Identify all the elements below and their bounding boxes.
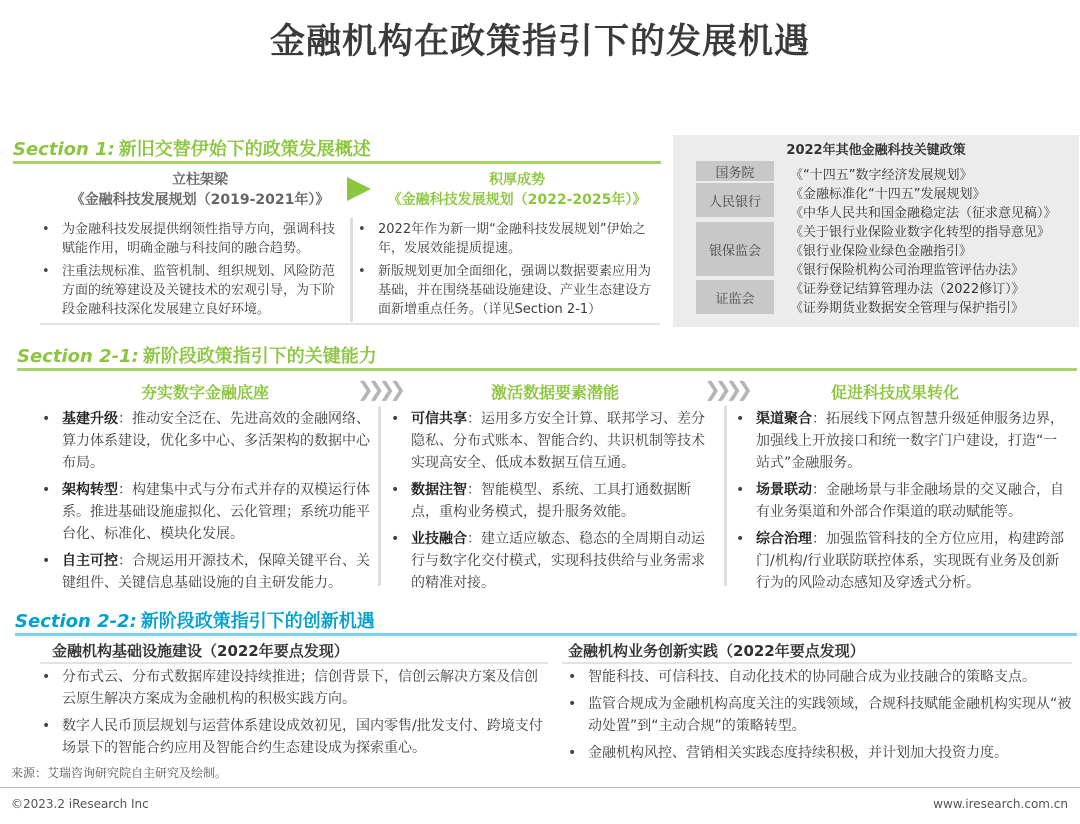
- agency-label: 国务院: [696, 161, 774, 181]
- s21-col-2-bullets: [389, 408, 717, 599]
- policy-item: 《“十四五”数字经济发展规划》: [790, 168, 973, 183]
- section-2-2-heading: [15, 607, 375, 633]
- s1-left-title-1: 立柱架梁: [172, 172, 228, 188]
- section-2-1-title: 新阶段政策指引下的关键能力: [142, 346, 377, 367]
- chevrons-right-icon: ❯❯❯❯: [704, 377, 748, 401]
- item-text: ：拓展线下网点智慧升级延伸服务边界，加强线上开放接口和统一数字门户建设，打造“一站式”金融服务。: [756, 411, 1064, 471]
- item-key: 基建升级: [62, 411, 118, 427]
- agency-label: 银保监会: [696, 222, 774, 276]
- agency-label: 证监会: [696, 280, 774, 314]
- list-item: [389, 528, 717, 594]
- section-1-underline: [13, 161, 661, 164]
- policy-item: 《中华人民共和国金融稳定法（征求意见稿）》: [790, 206, 1057, 221]
- s22-right-bullets: [566, 666, 1076, 769]
- s21-col-2-title: 激活数据要素潜能: [490, 383, 619, 402]
- item-key: 渠道聚合: [756, 411, 812, 427]
- divider: [378, 406, 381, 586]
- item-key: 可信共享: [411, 411, 467, 427]
- item-text: ：运用多方安全计算、联邦学习、差分隐私、分布式账本、智能合约、共识机制等技术实现高安全、低成本数据互信互通。: [411, 411, 705, 471]
- s1-right-bullets: [356, 220, 658, 323]
- section-1-label: Section 1:: [13, 139, 115, 160]
- page-title: 金融机构在政策指引下的发展机遇: [269, 22, 810, 62]
- list-item: • 分布式云、分布式数据库建设持续推进；信创背景下，信创云解决方案及信创云原生解决方案成为金融机构的积极实践方向。: [40, 666, 545, 710]
- list-item: [389, 408, 717, 474]
- section-2-1-label: Section 2-1:: [17, 346, 139, 367]
- item-text: ：金融场景与非金融场景的交叉融合，自有业务渠道和外部合作渠道的联动赋能等。: [756, 482, 1064, 520]
- item-text: ：推动安全泛在、先进高效的金融网络、算力体系建设，优化多中心、多活架构的数据中心布局。: [62, 411, 370, 471]
- policy-item: 《证券登记结算管理办法（2022修订）》: [790, 282, 1025, 297]
- list-item: [40, 479, 370, 545]
- copyright: ©2023.2 iResearch Inc: [11, 797, 149, 811]
- divider: [350, 218, 353, 322]
- list-item: • 数字人民币顶层规划与运营体系建设成效初见，国内零售/批发支付、跨境支付场景下的智能合约应用及智能合约生态建设成为探索重心。: [40, 715, 545, 759]
- divider: [562, 662, 1072, 664]
- item-key: 自主可控: [62, 553, 118, 569]
- item-key: 场景联动: [756, 482, 812, 498]
- section-2-2-underline: [15, 633, 1077, 636]
- section-2-1-heading: [17, 342, 377, 368]
- list-item: [734, 479, 1068, 523]
- policy-item: 《银行业保险业绿色金融指引》: [790, 244, 973, 259]
- policy-item: 《金融标准化“十四五”发展规划》: [790, 187, 986, 202]
- list-item: • 为金融科技发展提供纲领性指导方向，强调科技赋能作用，明确金融与科技间的融合趋势。: [40, 220, 345, 258]
- list-item: • 监管合规成为金融机构高度关注的实践领域，合规科技赋能金融机构实现从“被动处置”到“主动合规”的策略转型。: [566, 693, 1076, 737]
- policy-item: 《关于银行业保险业数字化转型的指导意见》: [790, 225, 1051, 240]
- list-item: [40, 408, 370, 474]
- list-item: [389, 479, 717, 523]
- section-1-heading: [13, 135, 371, 161]
- section-1-title: 新旧交替伊始下的政策发展概述: [118, 139, 371, 160]
- item-text: ：合规运用开源技术，保障关键平台、关键组件、关键信息基础设施的自主研发能力。: [62, 553, 370, 591]
- s1-right-title-1: 积厚成势: [489, 172, 545, 188]
- s21-col-3-title: 促进科技成果转化: [830, 383, 959, 402]
- s22-left-bullets: [40, 666, 545, 764]
- item-text: ：智能模型、系统、工具打通数据断点，重构业务模式，提升服务效能。: [411, 482, 691, 520]
- s1-left-bullets: [40, 220, 345, 323]
- s1-left-title-2: 《金融科技发展规划（2019-2021年）》: [70, 192, 330, 208]
- list-item: • 注重法规标准、监管机制、组织规划、风险防范方面的统筹建设及关键技术的宏观引导，为下阶段金融科技深化发展建立良好环境。: [40, 262, 345, 319]
- policy-item: 《银行保险机构公司治理监管评估办法》: [790, 263, 1025, 278]
- footer-divider: [0, 787, 1080, 788]
- agency-label: 人民银行: [696, 183, 774, 217]
- item-text: ：建立适应敏态、稳态的全周期自动运行与数字化交付模式，实现科技供给与业务需求的精准对接。: [411, 531, 705, 591]
- s21-col-3-bullets: [734, 408, 1068, 599]
- s22-left-title: 金融机构基础设施建设（2022年要点发现）: [52, 642, 349, 660]
- arrow-right-icon: [347, 177, 371, 201]
- list-item: • 智能科技、可信科技、自动化技术的协同融合成为业技融合的策略支点。: [566, 666, 1076, 688]
- item-key: 综合治理: [756, 531, 812, 547]
- item-text: ：加强监管科技的全方位应用，构建跨部门/机构/行业联防联控体系，实现既有业务及创新行为的风险动态感知及穿透式分析。: [756, 531, 1064, 591]
- list-item: • 金融机构风控、营销相关实践态度持续积极，并计划加大投资力度。: [566, 742, 1076, 764]
- item-key: 业技融合: [411, 531, 467, 547]
- divider: [40, 323, 660, 325]
- s22-right-title: 金融机构业务创新实践（2022年要点发现）: [568, 642, 865, 660]
- list-item: • 2022年作为新一期“金融科技发展规划”伊始之年，发展效能提质提速。: [356, 220, 658, 258]
- list-item: [734, 528, 1068, 594]
- source-note: 来源：艾瑞咨询研究院自主研究及绘制。: [11, 766, 228, 780]
- item-text: ：构建集中式与分布式并存的双模运行体系。推进基础设施虚拟化、云化管理；系统功能平台化、标准化、模块化发展。: [62, 482, 370, 542]
- divider: [40, 662, 548, 664]
- list-item: [734, 408, 1068, 474]
- s21-col-1-bullets: [40, 408, 370, 599]
- divider: [724, 406, 727, 586]
- policy-panel-title: 2022年其他金融科技关键政策: [786, 143, 966, 158]
- section-2-1-underline: [17, 368, 1077, 371]
- item-key: 数据注智: [411, 482, 467, 498]
- item-key: 架构转型: [62, 482, 118, 498]
- website-url: www.iresearch.com.cn: [933, 797, 1068, 811]
- chevrons-right-icon: ❯❯❯❯: [357, 377, 401, 401]
- policy-item: 《证券期货业数据安全管理与保护指引》: [790, 301, 1025, 316]
- s1-right-title-2: 《金融科技发展规划（2022-2025年）》: [387, 192, 647, 208]
- list-item: • 新版规划更加全面细化，强调以数据要素应用为基础，并在围绕基础设施建设、产业生态建设方面新增重点任务。（详见Section 2-1）: [356, 262, 658, 319]
- section-2-2-label: Section 2-2:: [15, 611, 137, 632]
- s21-col-1-title: 夯实数字金融底座: [140, 383, 269, 402]
- section-2-2-title: 新阶段政策指引下的创新机遇: [140, 611, 375, 632]
- list-item: [40, 550, 370, 594]
